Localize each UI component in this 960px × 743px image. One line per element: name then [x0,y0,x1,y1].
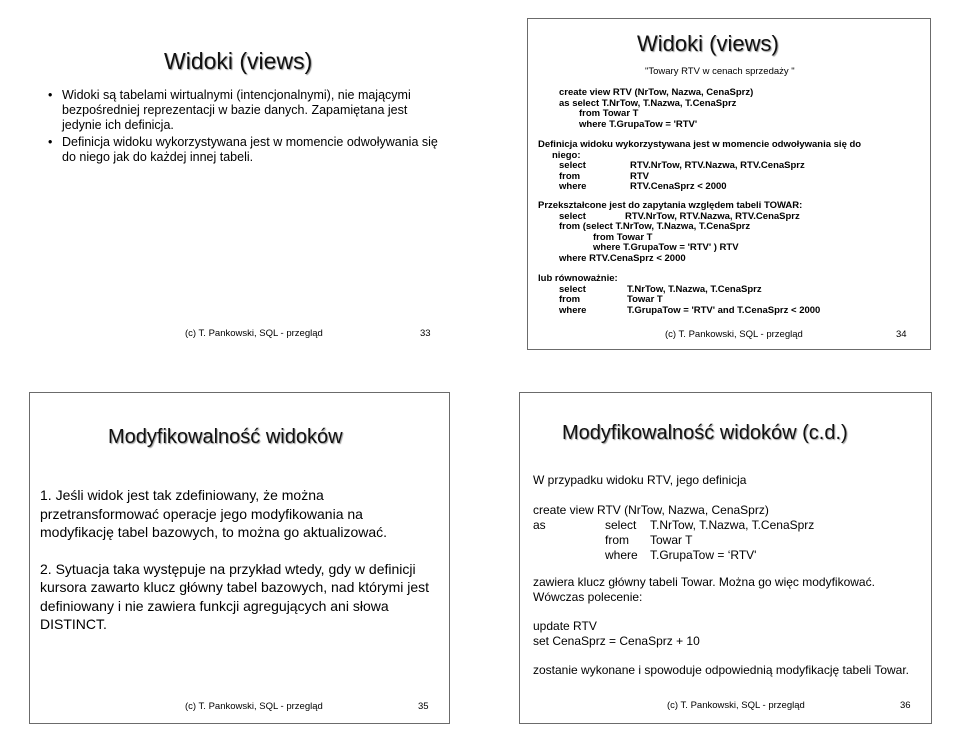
sql-keyword: where [559,304,587,316]
slide-33 [38,18,454,344]
page-number: 35 [418,701,429,712]
slide-footer: (c) T. Pankowski, SQL - przegląd [185,328,323,339]
code-line: where T.GrupaTow = 'RTV' [579,118,698,130]
sql-keyword: select [559,160,586,171]
slide-34 [527,18,931,350]
code-line: from (select T.NrTow, T.Nazwa, T.CenaSprz [559,221,751,232]
slide-footer: (c) T. Pankowski, SQL - przegląd [185,701,323,712]
sql-value: RTV.NrTow, RTV.Nazwa, RTV.CenaSprz [625,210,800,222]
list-item: 2. Sytuacja taka występuje na przykład wtedy, gdy w definicji kursora zawarto klucz główny tabel bazowych, nad którymi jest definiowany i nie zawiera funkcji agregujących ani słowa DISTINCT. [40,560,430,632]
sql-keyword: as [533,518,546,532]
update-line: update RTV [533,619,597,633]
code-line: from Towar T [579,108,639,119]
page-number: 36 [900,700,911,711]
equivalent-intro: lub równoważnie: [538,273,618,284]
key-text: zawiera klucz główny tabeli Towar. Można go więc modyfikować. [533,575,875,589]
sql-value: Towar T [627,294,663,305]
page-number: 33 [420,328,431,339]
sql-value: RTV.NrTow, RTV.Nazwa, RTV.CenaSprz [630,160,805,171]
list-item: 1. Jeśli widok jest tak zdefiniowany, że można przetransformować operacje jego modyfikowania na modyfikację tabel bazowych, to można go aktualizować. [40,487,388,540]
intro-text: W przypadku widoku RTV, jego definicja [533,473,747,487]
sql-keyword: select [559,283,586,295]
sql-keyword: where [559,181,587,192]
slide-title: Modyfikowalność widoków [108,426,343,448]
numbered-list [40,486,438,634]
slide-36 [519,392,932,724]
sql-value: T.GrupaTow = ‘RTV' [650,548,757,562]
slide-subtitle: "Towary RTV w cenach sprzedaży " [645,66,795,77]
sql-keyword: where [605,548,638,562]
sql-value: T.NrTow, T.Nazwa, T.CenaSprz [650,518,815,532]
sql-keyword: from [559,294,581,305]
sql-value: T.NrTow, T.Nazwa, T.CenaSprz [627,283,762,295]
slide-title: Widoki (views) [164,48,313,74]
bullet-item: • Widoki są tabelami wirtualnymi (intencjonalnymi), nie mającymi bezpośredniej reprezentacji w bazie danych. Zapamiętana jest jedynie ich definicja. [48,88,440,133]
sql-value: Towar T [650,533,693,547]
sql-value: RTV.CenaSprz < 2000 [630,181,727,192]
sql-value: T.GrupaTow = 'RTV' and T.CenaSprz < 2000 [627,304,821,316]
update-line: set CenaSprz = CenaSprz + 10 [533,634,700,648]
sql-keyword: select [605,518,637,532]
code-line: from Towar T [593,231,653,243]
sql-value: RTV [630,170,649,182]
code-line: where T.GrupaTow = 'RTV' ) RTV [593,242,739,253]
sql-keyword: from [605,533,629,547]
code-line: where RTV.CenaSprz < 2000 [559,252,686,264]
sql-keyword: from [559,170,581,182]
bullet-list [48,88,440,165]
slide-footer: (c) T. Pankowski, SQL - przegląd [667,700,805,711]
code-line: create view RTV (NrTow, Nazwa, CenaSprz) [533,503,769,517]
definition-intro: niego: [552,149,581,161]
slide-footer: (c) T. Pankowski, SQL - przegląd [665,329,803,340]
final-text: zostanie wykonane i spowoduje odpowiednią modyfikację tabeli Towar. [533,663,910,677]
slide-35 [29,392,450,724]
page-number: 34 [896,329,907,340]
code-line: create view RTV (NrTow, Nazwa, CenaSprz) [559,87,754,98]
transformed-intro: Przekształcone jest do zapytania względem tabeli TOWAR: [538,200,803,211]
definition-intro: Definicja widoku wykorzystywana jest w momencie odwoływania się do [538,139,862,150]
slide-title: Widoki (views) [637,31,779,56]
sql-keyword: select [559,210,586,222]
key-text: Wówczas polecenie: [533,590,643,604]
slide-title: Modyfikowalność widoków (c.d.) [562,422,848,444]
bullet-item: • Definicja widoku wykorzystywana jest w momencie odwoływania się do niego jak do każdej innej tabeli. [48,135,440,165]
code-line: as select T.NrTow, T.Nazwa, T.CenaSprz [559,97,737,109]
